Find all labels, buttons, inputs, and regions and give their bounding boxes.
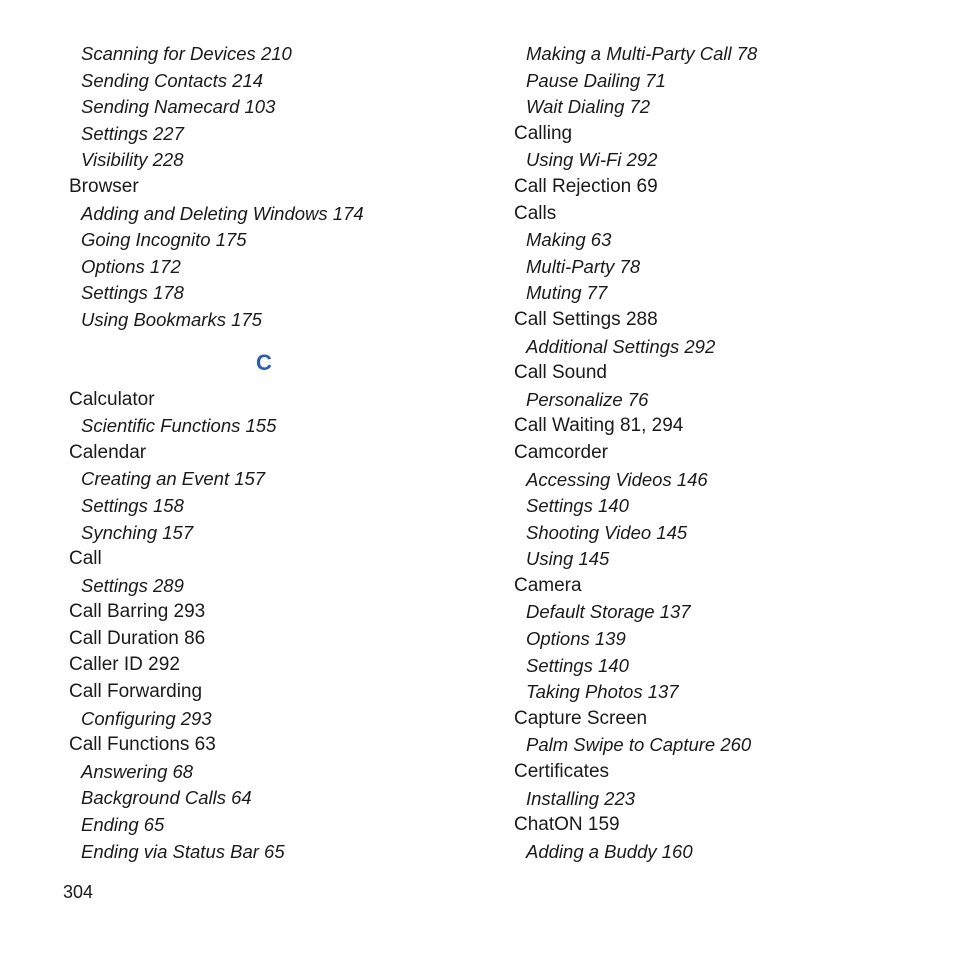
index-entry: Certificates bbox=[514, 761, 610, 783]
index-entry: Call bbox=[69, 548, 102, 570]
index-subentry: Options 139 bbox=[526, 628, 626, 650]
index-subentry: Making 63 bbox=[526, 229, 612, 251]
index-subentry: Settings 227 bbox=[81, 122, 184, 144]
index-subentry: Personalize 76 bbox=[526, 388, 649, 410]
index-column-left bbox=[69, 41, 469, 865]
index-entry: Call Functions 63 bbox=[69, 734, 216, 756]
index-entry: Caller ID 292 bbox=[69, 654, 180, 676]
index-subentry: Multi-Party 78 bbox=[526, 255, 641, 277]
index-subentry: Going Incognito 175 bbox=[81, 229, 247, 251]
index-entry: Call Forwarding bbox=[69, 681, 203, 703]
index-subentry: Sending Contacts 214 bbox=[81, 69, 264, 91]
index-subentry: Scanning for Devices 210 bbox=[81, 43, 292, 64]
index-entry: Calendar bbox=[69, 441, 147, 463]
index-subentry: Muting 77 bbox=[526, 282, 608, 304]
index-subentry: Using Bookmarks 175 bbox=[81, 308, 262, 330]
index-subentry: Pause Dailing 71 bbox=[526, 69, 666, 91]
index-entry: Browser bbox=[69, 175, 139, 197]
index-entry: Camera bbox=[514, 574, 582, 596]
index-entry: Call Waiting 81, 294 bbox=[514, 415, 684, 437]
index-subentry: Adding a Buddy 160 bbox=[526, 840, 693, 862]
index-entry: Call Duration 86 bbox=[69, 627, 206, 649]
index-subentry: Taking Photos 137 bbox=[526, 681, 679, 703]
index-entry: Capture Screen bbox=[514, 707, 648, 729]
index-entry: Camcorder bbox=[514, 441, 608, 463]
index-entry: Calling bbox=[514, 122, 573, 144]
index-subentry: Settings 140 bbox=[526, 495, 629, 517]
index-column-right bbox=[514, 41, 914, 865]
index-subentry: Accessing Videos 146 bbox=[526, 468, 708, 490]
index-subentry: Ending via Status Bar 65 bbox=[81, 840, 285, 862]
index-entry: Call Sound bbox=[514, 362, 607, 384]
index-subentry: Palm Swipe to Capture 260 bbox=[526, 734, 752, 756]
index-entry: Call Rejection 69 bbox=[514, 175, 658, 197]
index-subentry: Scientific Functions 155 bbox=[81, 415, 277, 437]
index-entry: Calls bbox=[514, 202, 557, 224]
index-subentry: Options 172 bbox=[81, 255, 181, 277]
index-subentry: Settings 140 bbox=[526, 654, 629, 676]
index-subentry: Making a Multi-Party Call 78 bbox=[526, 43, 758, 64]
index-subentry: Adding and Deleting Windows 174 bbox=[81, 202, 364, 224]
index-subentry: Background Calls 64 bbox=[81, 787, 252, 809]
index-subentry: Wait Dialing 72 bbox=[526, 96, 651, 118]
section-letter-heading: C bbox=[256, 349, 272, 375]
index-subentry: Using Wi-Fi 292 bbox=[526, 149, 658, 171]
index-entry: Call Settings 288 bbox=[514, 308, 658, 330]
page-number: 304 bbox=[63, 882, 94, 902]
index-subentry: Default Storage 137 bbox=[526, 601, 691, 623]
index-subentry: Settings 178 bbox=[81, 282, 184, 304]
index-subentry: Shooting Video 145 bbox=[526, 521, 688, 543]
index-subentry: Ending 65 bbox=[81, 814, 165, 836]
index-subentry: Creating an Event 157 bbox=[81, 468, 266, 490]
index-subentry: Visibility 228 bbox=[81, 149, 184, 171]
index-subentry: Additional Settings 292 bbox=[526, 335, 716, 357]
index-subentry: Answering 68 bbox=[81, 760, 194, 782]
index-subentry: Using 145 bbox=[526, 548, 610, 570]
index-subentry: Settings 289 bbox=[81, 574, 184, 596]
index-subentry: Installing 223 bbox=[526, 787, 636, 809]
index-subentry: Sending Namecard 103 bbox=[81, 96, 276, 118]
index-subentry: Synching 157 bbox=[81, 521, 194, 543]
index-subentry: Settings 158 bbox=[81, 494, 184, 516]
index-subentry: Configuring 293 bbox=[81, 707, 212, 729]
index-entry: Call Barring 293 bbox=[69, 601, 206, 623]
index-entry: ChatON 159 bbox=[514, 814, 620, 836]
index-entry: Calculator bbox=[69, 388, 155, 410]
